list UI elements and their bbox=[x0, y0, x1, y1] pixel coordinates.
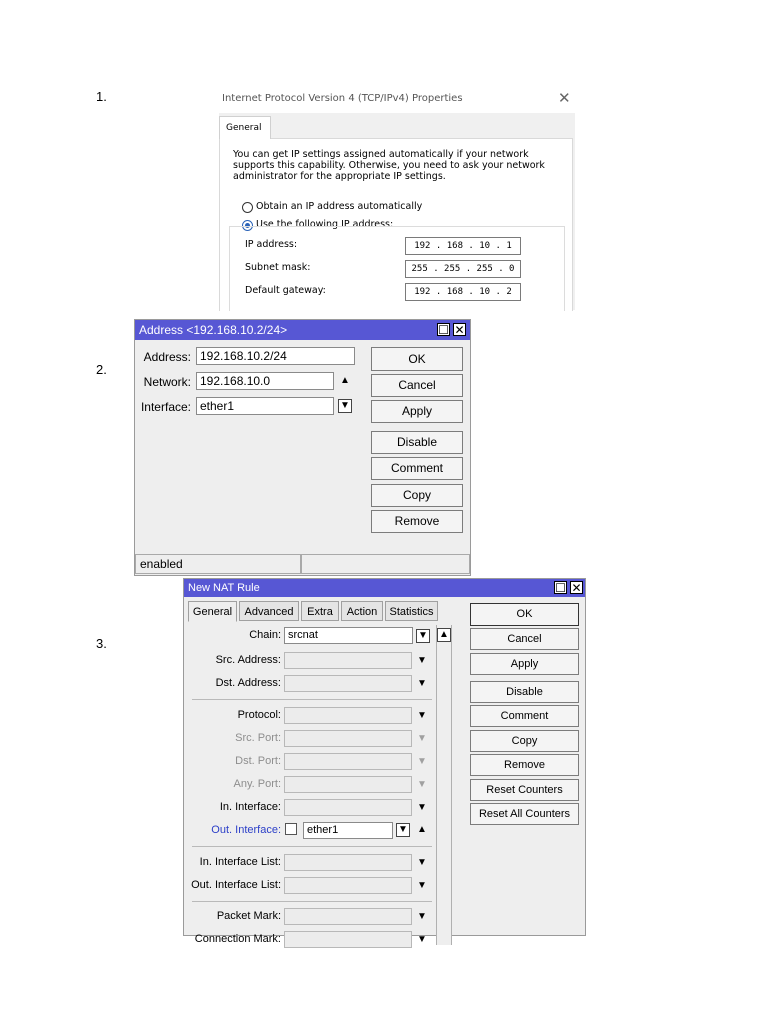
ok-button[interactable]: OK bbox=[371, 347, 463, 371]
src-address-label: Src. Address: bbox=[215, 654, 281, 666]
out-interface-select[interactable]: ether1 bbox=[303, 822, 393, 839]
cancel-button[interactable]: Cancel bbox=[470, 628, 579, 650]
status-bar-enabled: enabled bbox=[135, 554, 301, 574]
maximize-icon[interactable]: ☐ bbox=[555, 581, 566, 595]
list-number-3: 3. bbox=[96, 636, 107, 651]
copy-button[interactable]: Copy bbox=[470, 730, 579, 752]
dropdown-arrow-icon[interactable]: ▼ bbox=[417, 802, 427, 813]
radio-label-manual: Use the following IP address: bbox=[256, 219, 394, 230]
dialog-title: New NAT Rule bbox=[184, 579, 585, 597]
packet-mark-field[interactable] bbox=[284, 908, 412, 925]
connection-mark-label: Connection Mark: bbox=[194, 933, 281, 945]
in-interface-list-field[interactable] bbox=[284, 854, 412, 871]
new-nat-rule-dialog bbox=[183, 578, 586, 945]
chain-select[interactable]: srcnat bbox=[284, 627, 413, 644]
disable-button[interactable]: Disable bbox=[371, 431, 463, 454]
dropdown-arrow-icon[interactable]: ▼ bbox=[417, 857, 427, 868]
cancel-button[interactable]: Cancel bbox=[371, 374, 463, 397]
any-port-label: Any. Port: bbox=[233, 778, 281, 790]
close-icon[interactable]: ✕ bbox=[571, 581, 582, 595]
chain-label: Chain: bbox=[249, 629, 281, 641]
status-bar-empty bbox=[301, 554, 470, 574]
dropdown-arrow-icon[interactable]: ▼ bbox=[416, 629, 430, 643]
comment-button[interactable]: Comment bbox=[470, 705, 579, 727]
tab-extra[interactable]: Extra bbox=[301, 601, 339, 621]
protocol-label: Protocol: bbox=[237, 709, 281, 721]
dialog-title: Address <192.168.10.2/24> bbox=[135, 320, 470, 340]
in-interface-label: In. Interface: bbox=[219, 801, 281, 813]
network-label: Network: bbox=[143, 375, 191, 389]
scroll-up-icon[interactable]: ▲ bbox=[340, 375, 350, 386]
list-number-2: 2. bbox=[96, 362, 107, 377]
tab-statistics[interactable]: Statistics bbox=[385, 601, 438, 621]
dropdown-arrow-icon[interactable]: ▼ bbox=[417, 678, 427, 689]
description-text: You can get IP settings assigned automatically if your network supports this capability. Otherwise, you need to ask your network administrator for the appropriate IP settings. bbox=[233, 149, 545, 182]
separator bbox=[192, 901, 432, 902]
reset-all-counters-button[interactable]: Reset All Counters bbox=[470, 803, 579, 825]
network-field[interactable]: 192.168.10.0 bbox=[196, 372, 334, 390]
dst-address-field[interactable] bbox=[284, 675, 412, 692]
address-field[interactable]: 192.168.10.2/24 bbox=[196, 347, 355, 365]
packet-mark-label: Packet Mark: bbox=[216, 910, 281, 922]
in-interface-field[interactable] bbox=[284, 799, 412, 816]
tcpip-properties-dialog bbox=[217, 86, 575, 310]
apply-button[interactable]: Apply bbox=[470, 653, 579, 675]
apply-button[interactable]: Apply bbox=[371, 400, 463, 423]
tab-action[interactable]: Action bbox=[341, 601, 383, 621]
dst-address-label: Dst. Address: bbox=[215, 677, 281, 689]
dropdown-arrow-icon[interactable]: ▼ bbox=[417, 655, 427, 666]
out-interface-list-field[interactable] bbox=[284, 877, 412, 894]
default-gateway-field[interactable]: 192 . 168 . 10 . 2 bbox=[405, 283, 521, 301]
copy-button[interactable]: Copy bbox=[371, 484, 463, 507]
dropdown-arrow-icon: ▼ bbox=[417, 733, 427, 744]
out-interface-label: Out. Interface: bbox=[211, 824, 281, 836]
close-icon[interactable]: ✕ bbox=[558, 89, 571, 107]
protocol-field[interactable] bbox=[284, 707, 412, 724]
scroll-up-icon[interactable]: ▲ bbox=[437, 628, 451, 642]
dialog-title: Internet Protocol Version 4 (TCP/IPv4) Properties bbox=[222, 93, 463, 104]
ip-address-field[interactable]: 192 . 168 . 10 . 1 bbox=[405, 237, 521, 255]
dropdown-arrow-icon[interactable]: ▼ bbox=[417, 880, 427, 891]
dst-port-field bbox=[284, 753, 412, 770]
dropdown-arrow-icon: ▼ bbox=[417, 779, 427, 790]
remove-button[interactable]: Remove bbox=[470, 754, 579, 776]
interface-label: Interface: bbox=[140, 400, 191, 414]
list-number-1: 1. bbox=[96, 89, 107, 104]
separator bbox=[192, 846, 432, 847]
reset-counters-button[interactable]: Reset Counters bbox=[470, 779, 579, 801]
out-interface-invert-checkbox[interactable] bbox=[285, 823, 297, 835]
dropdown-arrow-icon: ▼ bbox=[417, 756, 427, 767]
connection-mark-field[interactable] bbox=[284, 931, 412, 948]
ok-button[interactable]: OK bbox=[470, 603, 579, 626]
dropdown-arrow-icon[interactable]: ▼ bbox=[417, 710, 427, 721]
address-label: Address: bbox=[143, 350, 191, 364]
scroll-up-icon[interactable]: ▲ bbox=[417, 824, 427, 835]
separator bbox=[192, 699, 432, 700]
dropdown-arrow-icon[interactable]: ▼ bbox=[396, 823, 410, 837]
dropdown-arrow-icon[interactable]: ▼ bbox=[417, 911, 427, 922]
dst-port-label: Dst. Port: bbox=[235, 755, 281, 767]
close-icon[interactable]: ✕ bbox=[454, 323, 465, 337]
address-dialog bbox=[134, 319, 471, 576]
src-port-label: Src. Port: bbox=[235, 732, 281, 744]
dropdown-arrow-icon[interactable]: ▼ bbox=[417, 934, 427, 945]
tab-general[interactable]: General bbox=[219, 116, 271, 139]
subnet-mask-field[interactable]: 255 . 255 . 255 . 0 bbox=[405, 260, 521, 278]
out-interface-list-label: Out. Interface List: bbox=[191, 879, 281, 891]
in-interface-list-label: In. Interface List: bbox=[199, 856, 281, 868]
radio-label-auto: Obtain an IP address automatically bbox=[256, 201, 423, 212]
tab-advanced[interactable]: Advanced bbox=[239, 601, 299, 621]
comment-button[interactable]: Comment bbox=[371, 457, 463, 480]
dropdown-arrow-icon[interactable]: ▼ bbox=[338, 399, 352, 413]
disable-button[interactable]: Disable bbox=[470, 681, 579, 703]
default-gateway-label: Default gateway: bbox=[245, 285, 326, 296]
any-port-field bbox=[284, 776, 412, 793]
scrollbar[interactable] bbox=[436, 625, 452, 945]
remove-button[interactable]: Remove bbox=[371, 510, 463, 533]
subnet-mask-label: Subnet mask: bbox=[245, 262, 311, 273]
ip-address-label: IP address: bbox=[245, 239, 298, 250]
interface-select[interactable]: ether1 bbox=[196, 397, 334, 415]
src-address-field[interactable] bbox=[284, 652, 412, 669]
radio-obtain-automatically[interactable] bbox=[242, 202, 253, 213]
src-port-field bbox=[284, 730, 412, 747]
maximize-icon[interactable]: ☐ bbox=[438, 323, 449, 337]
tab-general[interactable]: General bbox=[188, 601, 237, 622]
